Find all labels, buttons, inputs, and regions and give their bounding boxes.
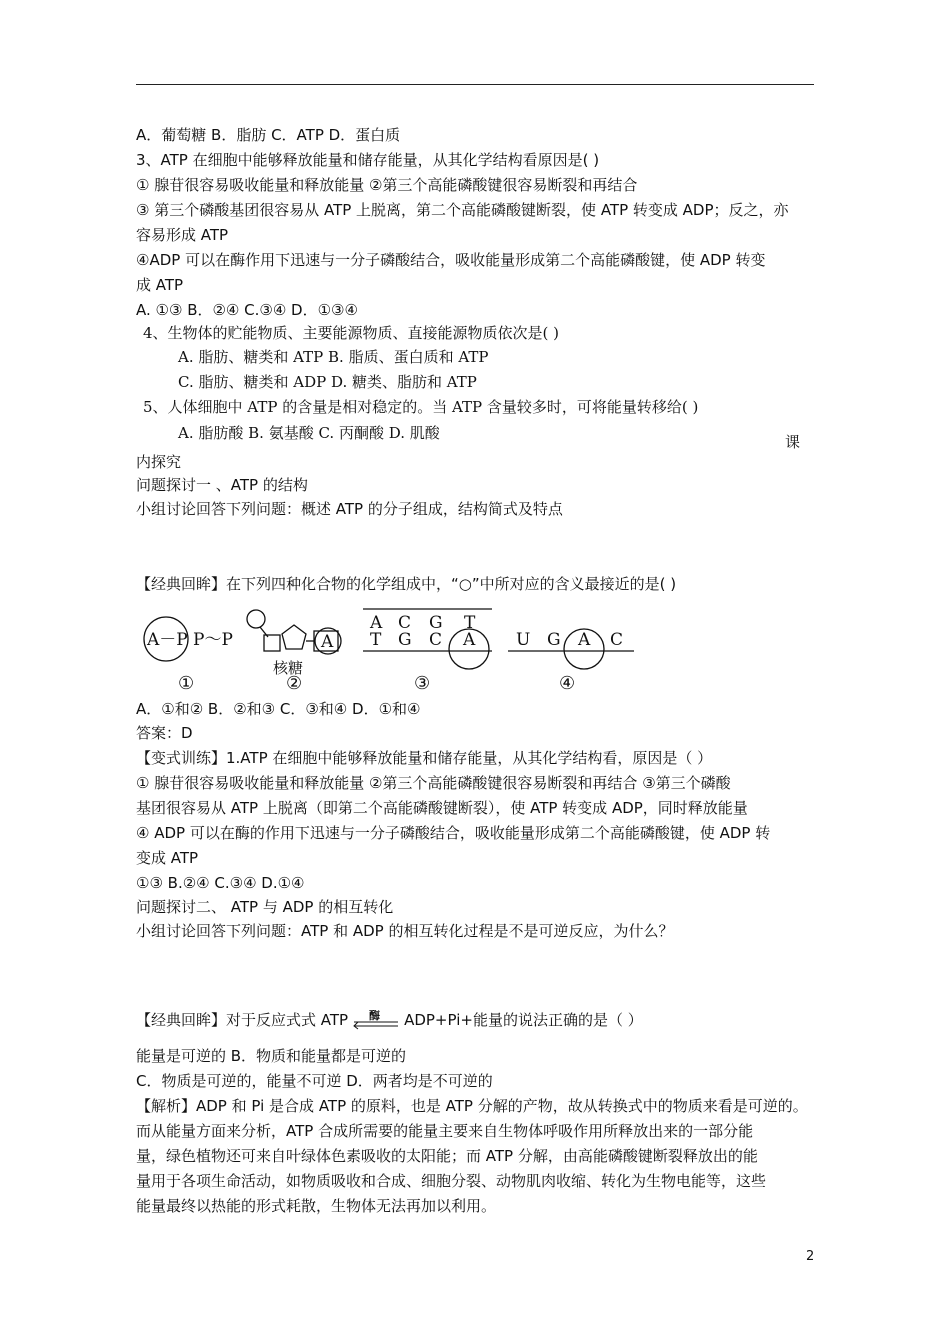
classic-review: 【经典回眸】在下列四种化合物的化学组成中，“○”中所对应的含义最接近的是( ): [136, 575, 677, 593]
reversible-arrow: [352, 1010, 400, 1032]
analysis-line: 【解析】ADP 和 Pi 是合成 ATP 的原料，也是 ATP 分解的产物，故从转换式中的物质来看是可逆的。: [136, 1097, 808, 1115]
section-heading: 问题探讨二、 ATP 与 ADP 的相互转化: [136, 898, 394, 916]
compound-1-left: A－P: [147, 630, 188, 650]
figure-number-4: ④: [559, 673, 576, 693]
statement-line: 基团很容易从 ATP 上脱离（即第二个高能磷酸键断裂），使 ATP 转变成 ADP，同时释放能量: [136, 799, 748, 817]
statement-line: ③ 第三个磷酸基团很容易从 ATP 上脱离，第二个高能磷酸键断裂，使 ATP 转变成 ADP；反之，亦: [136, 201, 789, 219]
analysis-line: 能量最终以热能的形式耗散，生物体无法再加以利用。: [136, 1197, 497, 1215]
header-rule: [136, 84, 814, 85]
compound-1-right: P～P: [193, 630, 233, 650]
statement-line: 成 ATP: [136, 276, 184, 294]
option-line: A．①和② B．②和③ C．③和④ D．①和④: [136, 700, 421, 718]
analysis-line: 而从能量方面来分析，ATP 合成所需要的能量主要来自生物体呼吸作用所释放出来的一部分能: [136, 1122, 754, 1140]
statement-line: ④ADP 可以在酶作用下迅速与一分子磷酸结合，吸收能量形成第二个高能磷酸键，使 ADP 转变: [136, 251, 766, 269]
reaction-prefix: 【经典回眸】对于反应式式 ATP: [136, 1011, 349, 1029]
analysis-line: 量，绿色植物还可来自叶绿体色素吸收的太阳能；而 ATP 分解，由高能磷酸键断裂释放出的能: [136, 1147, 758, 1165]
wrapped-char: 课: [785, 433, 801, 451]
compound-2-label: 核糖: [273, 659, 304, 677]
rna-base: C: [610, 630, 624, 650]
strand-top-base: C: [398, 613, 412, 633]
compound-3: [363, 609, 492, 693]
strand-bottom-base: A: [463, 630, 476, 650]
answer-line: 答案：D: [136, 724, 193, 742]
strand-bottom-base: T: [370, 630, 382, 650]
compound-2-base: A: [321, 632, 334, 652]
rna-base: A: [578, 630, 591, 650]
reaction-suffix: ADP+Pi+能量的说法正确的是（ ）: [404, 1011, 643, 1029]
question-5: 5、人体细胞中 ATP 的含量是相对稳定的。当 ATP 含量较多时，可将能量转移给( ): [143, 398, 699, 416]
strand-bottom-base: G: [398, 630, 412, 650]
strand-top-base: G: [429, 613, 443, 633]
section-heading: 问题探讨一 、ATP 的结构: [136, 476, 308, 494]
question-3: 3、ATP 在细胞中能够释放能量和储存能量，从其化学结构看原因是( ): [136, 151, 600, 169]
compound-4: [508, 629, 634, 693]
enzyme-label: 酶: [369, 1009, 381, 1022]
statement-line: 变成 ATP: [136, 849, 199, 867]
option-line: C. 脂肪、糖类和 ADP D. 糖类、脂肪和 ATP: [178, 373, 477, 391]
compound-2: [247, 610, 341, 693]
analysis-line: 量用于各项生命活动，如物质吸收和合成、细胞分裂、动物肌肉收缩、转化为生物电能等，这些: [136, 1172, 767, 1190]
option-line: ①③ B.②④ C.③④ D.①④: [136, 874, 305, 892]
option-line: A. 脂肪酸 B. 氨基酸 C. 丙酮酸 D. 肌酸: [178, 424, 440, 442]
option-line: A. 脂肪、糖类和 ATP B. 脂质、蛋白质和 ATP: [178, 348, 489, 366]
compound-figure: [136, 603, 646, 693]
page-number: 2: [806, 1249, 815, 1264]
figure-number-2: ②: [286, 673, 303, 693]
section-label: 内探究: [136, 453, 182, 471]
reaction-question: [136, 1009, 643, 1032]
discussion-prompt: 小组讨论回答下列问题：ATP 和 ADP 的相互转化过程是不是可逆反应，为什么？: [136, 922, 674, 940]
figure-number-3: ③: [414, 673, 431, 693]
strand-top-base: A: [370, 613, 383, 633]
option-line: C．物质是可逆的，能量不可逆 D．两者均是不可逆的: [136, 1072, 493, 1090]
variant-training: 【变式训练】1.ATP 在细胞中能够释放能量和储存能量，从其化学结构看，原因是（ ）: [136, 749, 713, 767]
rna-base: U: [516, 630, 531, 650]
compound-1: [144, 617, 233, 693]
strand-top-base: T: [464, 613, 476, 633]
statement-line: 容易形成 ATP: [136, 226, 229, 244]
statement-line: ① 腺苷很容易吸收能量和释放能量 ②第三个高能磷酸键很容易断裂和再结合 ③第三个磷酸: [136, 774, 731, 792]
rna-base: G: [547, 630, 561, 650]
option-line: 能量是可逆的 B．物质和能量都是可逆的: [136, 1047, 407, 1065]
strand-bottom-base: C: [429, 630, 443, 650]
figure-number-1: ①: [178, 673, 195, 693]
discussion-prompt: 小组讨论回答下列问题：概述 ATP 的分子组成，结构简式及特点: [136, 500, 563, 518]
question-4: 4、生物体的贮能物质、主要能源物质、直接能源物质依次是( ): [143, 324, 560, 342]
option-line: A. ①③ B．②④ C.③④ D．①③④: [136, 301, 358, 319]
option-line: A．葡萄糖 B．脂肪 C．ATP D．蛋白质: [136, 126, 401, 144]
statement-line: ④ ADP 可以在酶的作用下迅速与一分子磷酸结合，吸收能量形成第二个高能磷酸键，使 ADP 转: [136, 824, 771, 842]
statement-line: ① 腺苷很容易吸收能量和释放能量 ②第三个高能磷酸键很容易断裂和再结合: [136, 176, 638, 194]
